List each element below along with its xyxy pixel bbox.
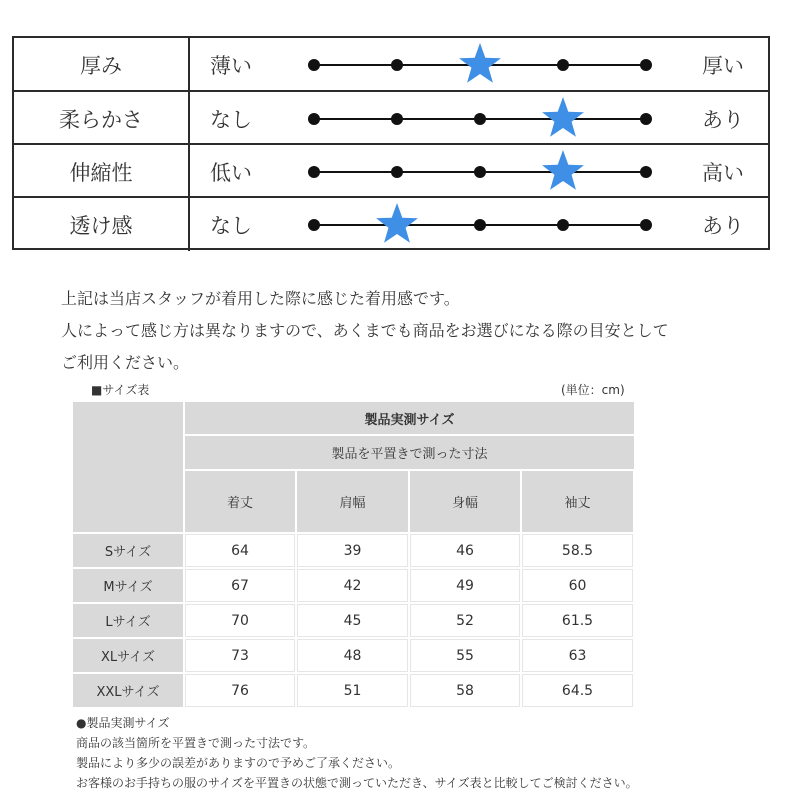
size-column-header: 着丈 xyxy=(185,471,295,532)
scale-dot xyxy=(391,59,403,71)
feel-row xyxy=(14,38,768,91)
size-table-header-main: 製品実測サイズ xyxy=(185,402,634,434)
size-column-header: 肩幅 xyxy=(297,471,408,532)
size-table-title: ■サイズ表 xyxy=(91,383,150,397)
note-line-1: 上記は当店スタッフが着用した際に感じた着用感です。 xyxy=(61,289,460,308)
size-table-unit: (単位：cm) xyxy=(561,383,625,397)
footer-heading: ●製品実測サイズ xyxy=(76,716,170,730)
scale-dot xyxy=(308,166,320,178)
size-value-cell: 52 xyxy=(410,604,520,637)
size-row-label: Lサイズ xyxy=(73,604,183,637)
feel-low-label: 薄い xyxy=(210,53,252,78)
feel-row xyxy=(14,143,768,198)
scale-dot xyxy=(474,113,486,125)
size-value-cell: 49 xyxy=(410,569,520,602)
feel-row xyxy=(14,90,768,145)
size-value-cell: 39 xyxy=(297,534,408,567)
size-value-cell: 46 xyxy=(410,534,520,567)
size-value-cell: 76 xyxy=(185,674,295,707)
feel-high-label: あり xyxy=(702,107,744,132)
size-value-cell: 61.5 xyxy=(522,604,633,637)
feel-low-label: なし xyxy=(210,107,252,132)
size-row-label: XXLサイズ xyxy=(73,674,183,707)
feel-high-label: あり xyxy=(702,213,744,238)
feel-attribute-label: 伸縮性 xyxy=(14,145,190,198)
scale-dot xyxy=(308,219,320,231)
scale-dot xyxy=(557,59,569,71)
scale-dot xyxy=(308,59,320,71)
rating-star-icon xyxy=(374,201,420,247)
note-line-2: 人によって感じ方は異なりますので、あくまでも商品をお選びになる際の目安として xyxy=(61,321,669,340)
scale-dot xyxy=(474,219,486,231)
size-value-cell: 58 xyxy=(410,674,520,707)
scale-dot xyxy=(640,166,652,178)
feel-low-label: 低い xyxy=(210,160,252,185)
footer-line-3: お客様のお手持ちの服のサイズを平置きの状態で測っていただき、サイズ表と比較してご検討ください。 xyxy=(76,776,638,790)
scale-dot xyxy=(391,113,403,125)
size-value-cell: 67 xyxy=(185,569,295,602)
size-row-label: XLサイズ xyxy=(73,639,183,672)
size-value-cell: 73 xyxy=(185,639,295,672)
rating-star-icon xyxy=(540,95,586,141)
scale-dot xyxy=(640,219,652,231)
feel-scale-table xyxy=(12,36,770,250)
feel-attribute-label: 透け感 xyxy=(14,198,190,251)
size-value-cell: 55 xyxy=(410,639,520,672)
rating-star-icon xyxy=(457,41,503,87)
size-row-label: Mサイズ xyxy=(73,569,183,602)
size-column-header: 身幅 xyxy=(410,471,520,532)
feel-high-label: 厚い xyxy=(702,53,744,78)
size-value-cell: 64.5 xyxy=(522,674,633,707)
rating-star-icon xyxy=(540,148,586,194)
size-value-cell: 48 xyxy=(297,639,408,672)
feel-row xyxy=(14,196,768,251)
size-value-cell: 45 xyxy=(297,604,408,637)
size-value-cell: 70 xyxy=(185,604,295,637)
feel-low-label: なし xyxy=(210,213,252,238)
size-table-header-sub: 製品を平置きで測った寸法 xyxy=(185,436,634,469)
size-table xyxy=(73,402,634,706)
size-value-cell: 60 xyxy=(522,569,633,602)
footer-line-1: 商品の該当箇所を平置きで測った寸法です。 xyxy=(76,736,316,750)
size-row-label: Sサイズ xyxy=(73,534,183,567)
feel-attribute-label: 厚み xyxy=(14,38,190,91)
feel-high-label: 高い xyxy=(702,160,744,185)
note-line-3: ご利用ください。 xyxy=(61,353,190,372)
scale-dot xyxy=(557,219,569,231)
size-value-cell: 64 xyxy=(185,534,295,567)
scale-dot xyxy=(640,113,652,125)
size-table-corner xyxy=(73,402,183,532)
feel-attribute-label: 柔らかさ xyxy=(14,92,190,145)
size-column-header: 袖丈 xyxy=(522,471,633,532)
size-value-cell: 58.5 xyxy=(522,534,633,567)
size-value-cell: 51 xyxy=(297,674,408,707)
scale-dot xyxy=(474,166,486,178)
scale-dot xyxy=(308,113,320,125)
footer-line-2: 製品により多少の誤差がありますので予めご了承ください。 xyxy=(76,756,401,770)
scale-dot xyxy=(391,166,403,178)
size-value-cell: 63 xyxy=(522,639,633,672)
scale-dot xyxy=(640,59,652,71)
size-value-cell: 42 xyxy=(297,569,408,602)
